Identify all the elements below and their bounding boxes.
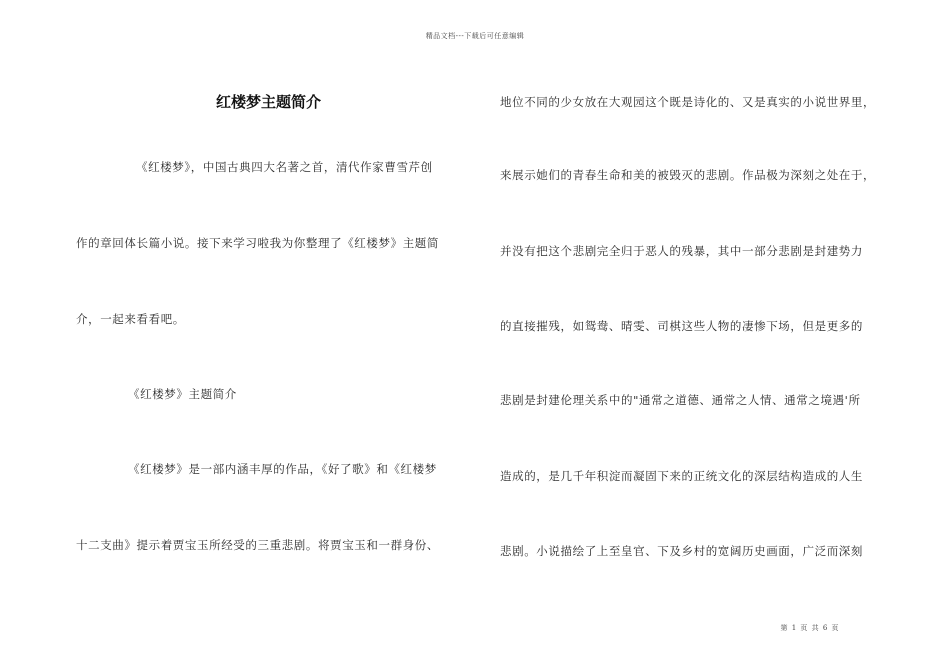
left-line-1: 《红楼梦》，中国古典四大名著之首，清代作家曹雪芹创 (136, 160, 433, 174)
document-title: 红楼梦主题简介 (215, 93, 321, 111)
right-line-3: 并没有把这个悲剧完全归于恶人的残暴，其中一部分悲剧是封建势力 (500, 244, 863, 258)
right-line-1: 地位不同的少女放在大观园这个既是诗化的、又是真实的小说世界里， (500, 95, 876, 109)
page-header: 精品文档---下载后可任意编辑 (425, 32, 525, 40)
right-line-2: 来展示她们的青春生命和美的被毁灭的悲剧。作品极为深刻之处在于， (500, 168, 876, 182)
right-line-7: 悲剧。小说描绘了上至皇官、下及乡村的宽阔历史画面，广泛而深刻 (500, 544, 863, 558)
left-line-2: 作的章回体长篇小说。接下来学习啦我为你整理了《红楼梦》主题简 (76, 236, 439, 250)
left-line-3: 介，一起来看看吧。 (76, 312, 185, 326)
section-heading: 《红楼梦》主题简介 (128, 387, 237, 401)
right-line-5: 悲剧是封建伦理关系中的"通常之道德、通常之人情、通常之境遇'所 (500, 393, 861, 407)
right-line-6: 造成的，是几千年积淀而凝固下来的正统文化的深层结构造成的人生 (500, 469, 863, 483)
left-line-5: 《红楼梦》是一部内涵丰厚的作品，《好了歌》和《红楼梦 (128, 462, 437, 476)
right-line-4: 的直接摧残，如鸳鸯、晴雯、司棋这些人物的凄惨下场，但是更多的 (500, 319, 863, 333)
page-number: 第 1 页 共 6 页 (780, 624, 840, 632)
left-line-6: 十二支曲》提示着贾宝玉所经受的三重悲剧。将贾宝玉和一群身份、 (76, 538, 439, 552)
